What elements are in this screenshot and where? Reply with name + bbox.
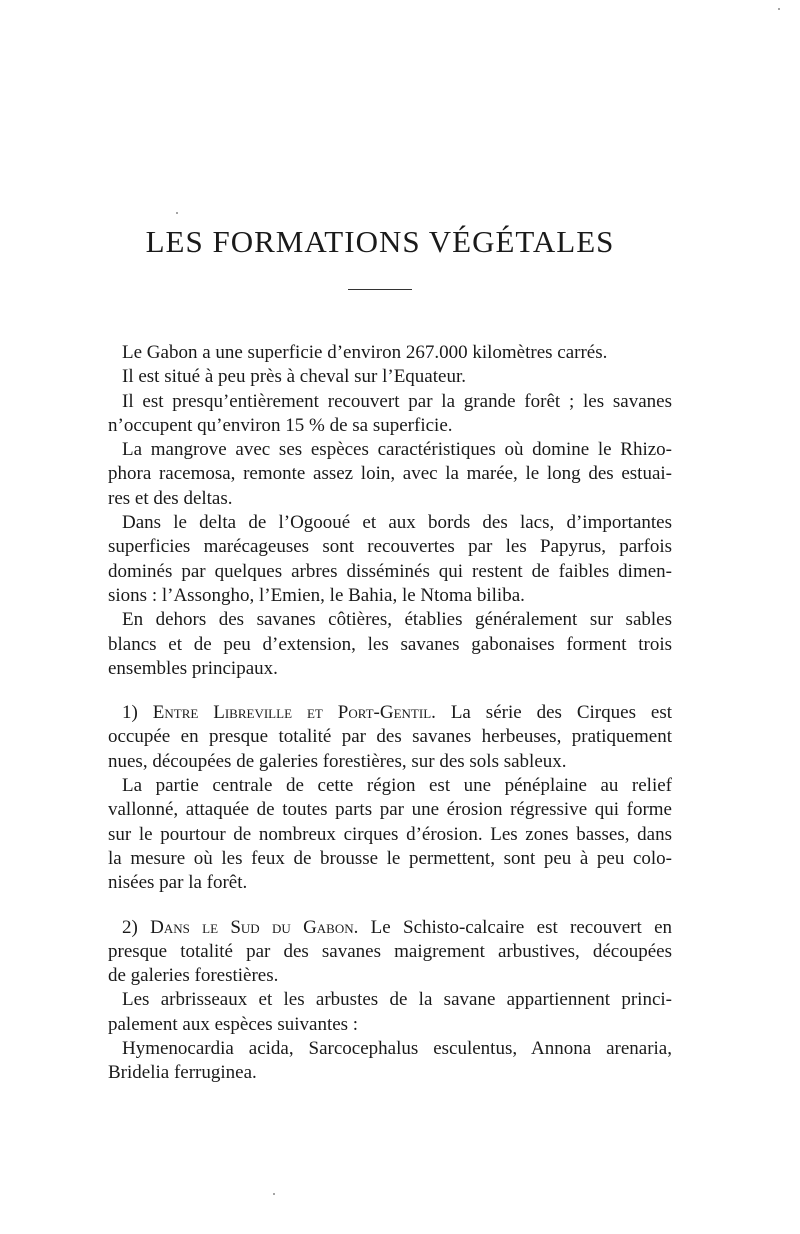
text-line: Les arbrisseaux et les arbustes de la savane appartiennent princi- — [122, 989, 672, 1011]
text-segment: La série des Cirques est — [435, 702, 673, 724]
text-line: la mesure où les feux de brousse le permettent, sont peu à peu colo- — [108, 847, 672, 869]
text-line: nues, découpées de galeries forestières, sur des sols sableux. — [108, 750, 567, 772]
text-line: Il est situé à peu près à cheval sur l’Equateur. — [122, 366, 466, 388]
body-text — [108, 341, 672, 1086]
speck — [273, 1193, 275, 1195]
section-number: 2) — [122, 916, 151, 938]
text-line: vallonné, attaquée de toutes parts par une érosion régressive qui forme — [108, 799, 672, 821]
text-line: de galeries forestières. — [108, 965, 279, 987]
title-rule — [348, 289, 412, 290]
text-line: ensembles principaux. — [108, 657, 278, 679]
section-gap — [108, 681, 672, 701]
text-line: Hymenocardia acida, Sarcocephalus esculentus, Annona arenaria, — [122, 1038, 672, 1060]
text-line: La partie centrale de cette région est une pénéplaine au relief — [122, 775, 672, 797]
text-line: blancs et de peu d’extension, les savanes gabonaises forment trois — [108, 633, 672, 655]
paragraph — [108, 988, 672, 1037]
section-paragraph — [108, 916, 672, 989]
speck — [176, 212, 178, 214]
text-line: La mangrove avec ses espèces caractéristiques où domine le Rhizo- — [122, 439, 672, 461]
paragraph — [108, 390, 672, 439]
text-line: Dans le delta de l’Ogooué et aux bords des lacs, d’importantes — [122, 512, 672, 534]
paragraph — [108, 365, 672, 389]
section-gap — [108, 896, 672, 916]
paragraph — [108, 341, 672, 365]
section-paragraph — [108, 701, 672, 774]
text-line: Il est presqu’entièrement recouvert par la grande forêt ; les savanes — [122, 390, 672, 412]
text-line: res et des deltas. — [108, 487, 233, 509]
text-line: n’occupent qu’environ 15 % de sa superficie. — [108, 414, 453, 436]
text-line: Bridelia ferruginea. — [108, 1062, 257, 1084]
text-line: En dehors des savanes côtières, établies généralement sur sables — [122, 609, 672, 631]
text-line — [108, 701, 672, 725]
text-line: nisées par la forêt. — [108, 872, 248, 894]
paragraph — [108, 774, 672, 895]
text-segment: Le Schisto-calcaire est recouvert en — [358, 916, 673, 938]
text-line: presque totalité par des savanes maigrement arbustives, découpées — [108, 940, 672, 962]
page-title: LES FORMATIONS VÉGÉTALES — [145, 224, 615, 259]
section-heading: Entre Libreville et Port-Gentil. — [152, 702, 436, 724]
text-line: superficies marécageuses sont recouvertes par les Papyrus, parfois — [108, 536, 672, 558]
section-heading: Dans le Sud du Gabon. — [150, 916, 359, 938]
text-line: sions : l’Assongho, l’Emien, le Bahia, le Ntoma biliba. — [108, 584, 525, 606]
text-line: dominés par quelques arbres disséminés qui restent de faibles dimen- — [108, 560, 672, 582]
paragraph — [108, 608, 672, 681]
text-line: occupée en presque totalité par des savanes herbeuses, pratiquement — [108, 726, 672, 748]
text-line: sur le pourtour de nombreux cirques d’érosion. Les zones basses, dans — [108, 823, 672, 845]
text-line: palement aux espèces suivantes : — [108, 1013, 359, 1035]
paragraph — [108, 511, 672, 608]
speck — [778, 8, 780, 10]
paragraph — [108, 438, 672, 511]
text-line — [108, 916, 672, 940]
text-line: phora racemosa, remonte assez loin, avec la marée, le long des estuai- — [108, 463, 672, 485]
section-number: 1) — [122, 702, 153, 724]
text-line: Le Gabon a une superficie d’environ 267.000 kilomètres carrés. — [122, 342, 608, 363]
paragraph — [108, 1037, 672, 1086]
